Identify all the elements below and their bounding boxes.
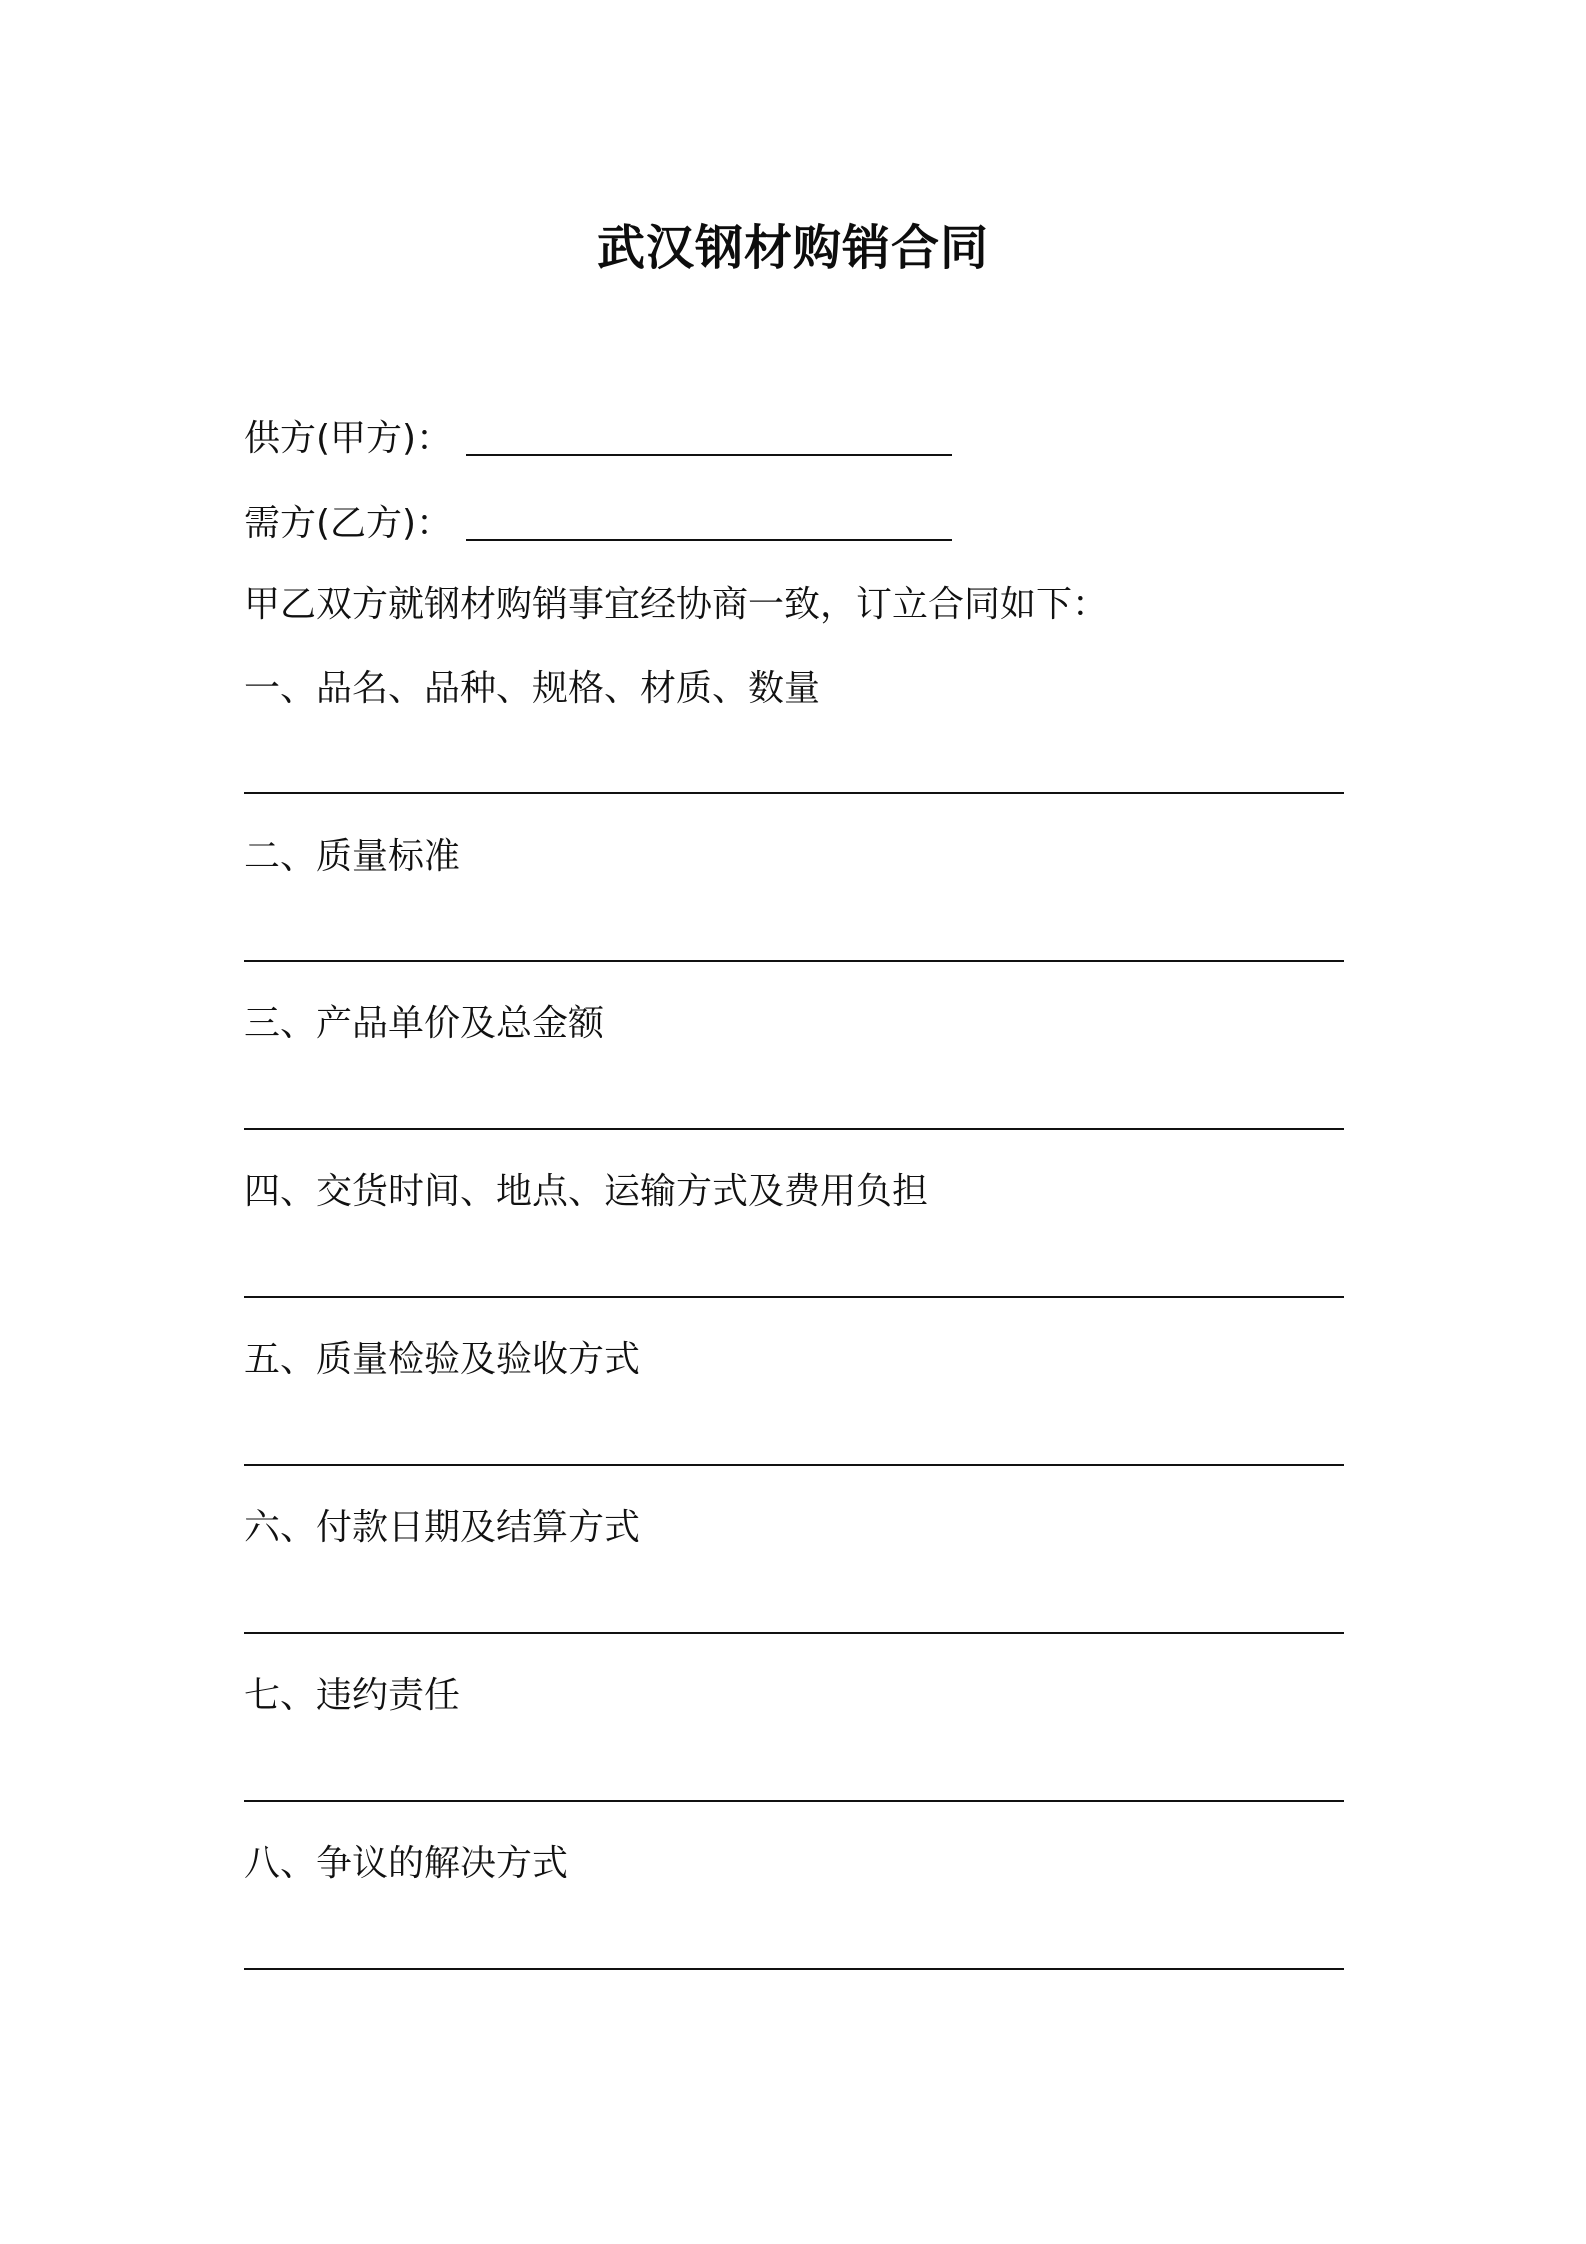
party-a-blank[interactable] xyxy=(466,418,952,456)
section-blank-8[interactable] xyxy=(244,1968,1344,1970)
section-heading-5: 五、质量检验及验收方式 xyxy=(244,1339,641,1380)
party-a-label: 供方(甲方)： xyxy=(244,418,453,459)
section-heading-2: 二、质量标准 xyxy=(244,836,461,877)
contract-intro: 甲乙双方就钢材购销事宜经协商一致，订立合同如下： xyxy=(244,584,1109,625)
section-blank-2[interactable] xyxy=(244,960,1344,962)
party-a-line xyxy=(244,412,952,464)
section-blank-5[interactable] xyxy=(244,1464,1344,1466)
section-heading-1: 一、品名、品种、规格、材质、数量 xyxy=(244,668,821,709)
section-blank-3[interactable] xyxy=(244,1128,1344,1130)
party-b-label: 需方(乙方)： xyxy=(244,503,453,544)
section-blank-6[interactable] xyxy=(244,1632,1344,1634)
section-heading-8: 八、争议的解决方式 xyxy=(244,1843,569,1884)
contract-title: 武汉钢材购销合同 xyxy=(596,220,989,276)
party-b-line xyxy=(244,497,952,549)
section-heading-7: 七、违约责任 xyxy=(244,1675,461,1716)
section-heading-6: 六、付款日期及结算方式 xyxy=(244,1507,641,1548)
section-blank-7[interactable] xyxy=(244,1800,1344,1802)
section-blank-4[interactable] xyxy=(244,1296,1344,1298)
party-b-blank[interactable] xyxy=(466,503,952,541)
section-blank-1[interactable] xyxy=(244,792,1344,794)
section-heading-3: 三、产品单价及总金额 xyxy=(244,1003,605,1044)
section-heading-4: 四、交货时间、地点、运输方式及费用负担 xyxy=(244,1171,929,1212)
